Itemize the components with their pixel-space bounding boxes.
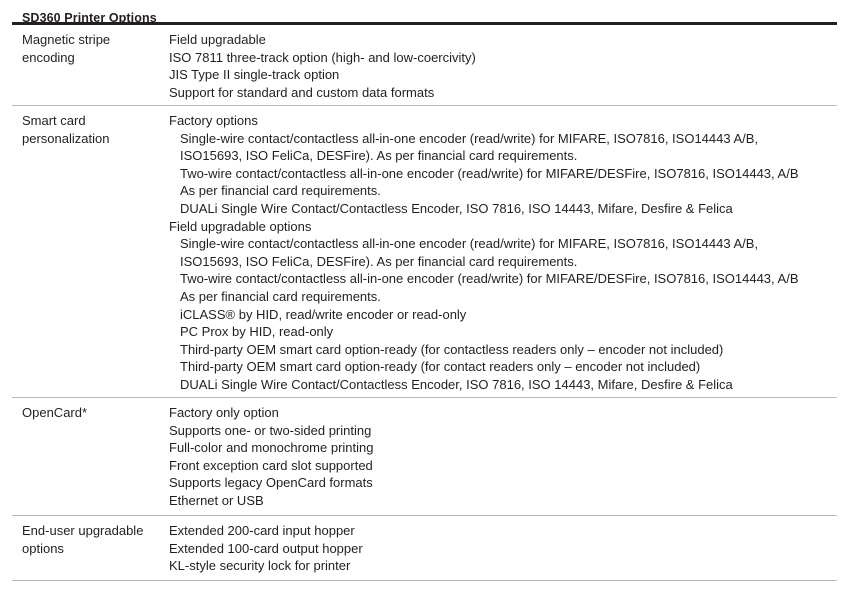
row-values — [169, 522, 837, 580]
option-value-line: Single-wire contact/contactless all-in-one encoder (read/write) for MIFARE, ISO7816, ISO14443 A/B, — [180, 130, 759, 146]
option-value-line: Front exception card slot supported — [169, 457, 373, 473]
option-value-line: Support for standard and custom data formats — [169, 84, 435, 100]
row-label — [12, 404, 169, 515]
row-values — [169, 404, 837, 515]
row-values — [169, 31, 837, 105]
option-value-line: Extended 100-card output hopper — [169, 540, 363, 556]
row-values — [169, 112, 837, 397]
option-value-line: As per financial card requirements. — [180, 183, 381, 199]
label-line: encoding — [22, 49, 75, 65]
option-value-line: PC Prox by HID, read-only — [180, 324, 334, 340]
label-line: Smart card — [22, 113, 86, 128]
option-value-line: JIS Type II single-track option — [169, 67, 340, 83]
row-label — [12, 112, 169, 397]
option-row-end-user-upgradable — [12, 516, 837, 581]
option-value-line: Factory only option — [169, 405, 279, 420]
option-value-line: Field upgradable options — [169, 218, 312, 234]
option-value-line: ISO15693, ISO FeliCa, DESFire). As per financial card requirements. — [180, 148, 578, 164]
option-value-line: KL-style security lock for printer — [169, 558, 351, 574]
label-line: personalization — [22, 130, 110, 146]
option-value-line: DUALi Single Wire Contact/Contactless Encoder, ISO 7816, ISO 14443, Mifare, Desfire & Felica — [180, 200, 733, 216]
option-value-line: iCLASS® by HID, read/write encoder or read-only — [180, 306, 467, 322]
option-value-line: ISO15693, ISO FeliCa, DESFire). As per financial card requirements. — [180, 253, 578, 269]
option-row-opencard — [12, 398, 837, 516]
option-value-line: Two-wire contact/contactless all-in-one encoder (read/write) for MIFARE/DESFire, ISO7816, ISO14443, A/B — [180, 165, 799, 181]
option-value-line: Two-wire contact/contactless all-in-one encoder (read/write) for MIFARE/DESFire, ISO7816, ISO14443, A/B — [180, 271, 799, 287]
option-value-line: ISO 7811 three-track option (high- and low-coercivity) — [169, 49, 476, 65]
option-row-smart-card — [12, 106, 837, 398]
option-value-line: Ethernet or USB — [169, 492, 264, 508]
row-label — [12, 31, 169, 105]
option-value-line: Field upgradable — [169, 32, 266, 47]
row-label — [12, 522, 169, 580]
option-value-line: Supports legacy OpenCard formats — [169, 475, 373, 491]
option-row-magnetic-stripe — [12, 25, 837, 106]
options-document — [12, 0, 837, 581]
option-value-line: Supports one- or two-sided printing — [169, 422, 372, 438]
page-title: SD360 Printer Options — [22, 11, 157, 25]
label-line: Magnetic stripe — [22, 32, 111, 47]
option-value-line: Extended 200-card input hopper — [169, 523, 355, 538]
label-line: options — [22, 540, 64, 556]
option-value-line: Third-party OEM smart card option-ready (for contactless readers only – encoder not included) — [180, 341, 724, 357]
option-value-line: Factory options — [169, 113, 258, 128]
label-line: End-user upgradable — [22, 523, 144, 538]
option-value-line: Full-color and monochrome printing — [169, 440, 374, 456]
option-value-line: Third-party OEM smart card option-ready (for contact readers only – encoder not included) — [180, 359, 701, 375]
option-value-line: Single-wire contact/contactless all-in-one encoder (read/write) for MIFARE, ISO7816, ISO14443 A/B, — [180, 236, 759, 252]
option-value-line: DUALi Single Wire Contact/Contactless Encoder, ISO 7816, ISO 14443, Mifare, Desfire & Felica — [180, 376, 733, 392]
option-value-line: As per financial card requirements. — [180, 288, 381, 304]
label-line: OpenCard* — [22, 405, 88, 420]
